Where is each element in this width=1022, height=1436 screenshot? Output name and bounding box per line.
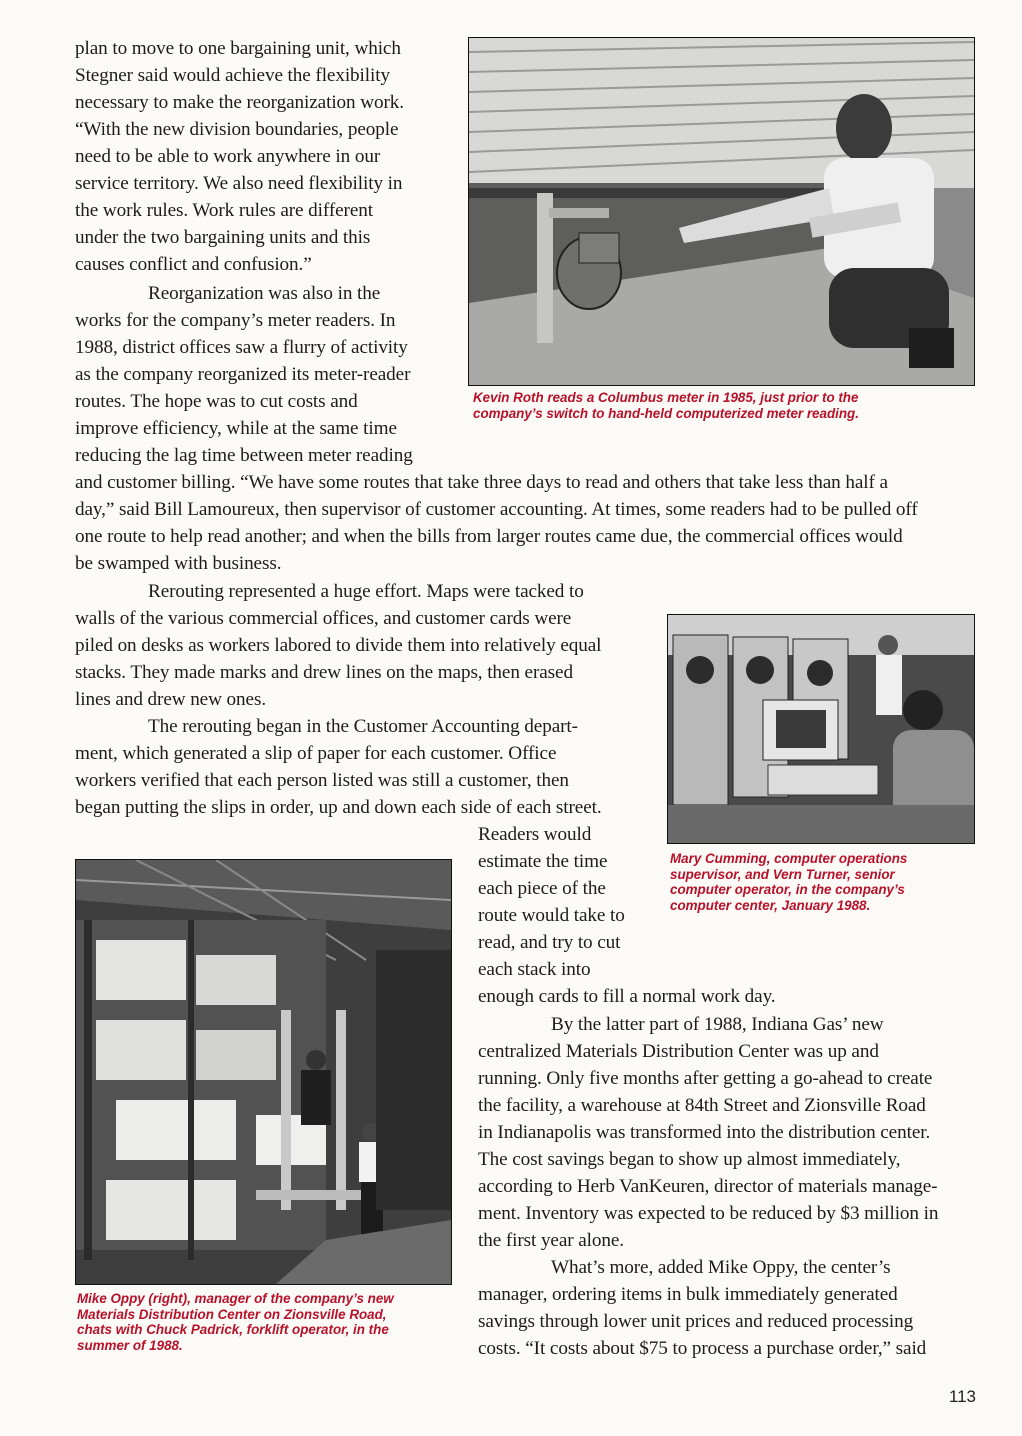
warehouse-photo-caption xyxy=(77,1291,394,1353)
body-line: reducing the lag time between meter reading xyxy=(75,445,413,466)
body-line: and customer billing. “We have some routes that take three days to read and others that take less than half a xyxy=(75,472,888,493)
meter-reading-photo xyxy=(468,37,975,386)
body-line: “With the new division boundaries, people xyxy=(75,119,399,140)
caption-line: Mike Oppy (right), manager of the company’s new xyxy=(77,1291,394,1306)
body-line: manager, ordering items in bulk immediately generated xyxy=(478,1284,898,1305)
body-line: Readers would xyxy=(478,824,592,845)
caption-line: Mary Cumming, computer operations xyxy=(670,851,908,866)
body-line: plan to move to one bargaining unit, which xyxy=(75,38,401,59)
body-line: route would take to xyxy=(478,905,625,926)
body-line: need to be able to work anywhere in our xyxy=(75,146,381,167)
body-line: necessary to make the reorganization work. xyxy=(75,92,404,113)
caption-line: Kevin Roth reads a Columbus meter in 1985, just prior to the xyxy=(473,390,859,405)
body-line: read, and try to cut xyxy=(478,932,621,953)
body-line: enough cards to fill a normal work day. xyxy=(478,986,776,1007)
caption-line: computer operator, in the company’s xyxy=(670,882,905,897)
body-line: By the latter part of 1988, Indiana Gas’ new xyxy=(551,1014,884,1035)
page-number: 113 xyxy=(948,1387,976,1406)
body-line: What’s more, added Mike Oppy, the center’s xyxy=(551,1257,891,1278)
body-line: costs. “It costs about $75 to process a purchase order,” said xyxy=(478,1338,927,1359)
computer-center-photo xyxy=(667,614,975,844)
body-line: began putting the slips in order, up and down each side of each street. xyxy=(75,797,602,818)
body-line: ment, which generated a slip of paper for each customer. Office xyxy=(75,743,557,764)
body-line: the work rules. Work rules are different xyxy=(75,200,373,221)
body-line: workers verified that each person listed was still a customer, then xyxy=(75,770,569,791)
caption-line: summer of 1988. xyxy=(77,1337,183,1353)
body-line: causes conflict and confusion.” xyxy=(75,254,312,275)
body-line: savings through lower unit prices and reduced processing xyxy=(478,1311,914,1332)
meter-photo-caption xyxy=(473,390,859,421)
body-line: service territory. We also need flexibility in xyxy=(75,173,403,194)
caption-line: computer center, January 1988. xyxy=(670,897,871,913)
body-line: Reorganization was also in the xyxy=(148,283,381,304)
body-line: piled on desks as workers labored to divide them into relatively equal xyxy=(75,635,602,656)
body-line: be swamped with business. xyxy=(75,553,282,574)
body-line: walls of the various commercial offices, and customer cards were xyxy=(75,608,572,629)
body-line: the first year alone. xyxy=(478,1230,625,1251)
body-line: one route to help read another; and when the bills from larger routes came due, the commercial offices would xyxy=(75,526,903,547)
body-line: estimate the time xyxy=(478,851,608,872)
body-line: day,” said Bill Lamoureux, then supervisor of customer accounting. At times, some readers had to be pulled off xyxy=(75,499,918,520)
body-line: under the two bargaining units and this xyxy=(75,227,371,248)
body-line: each piece of the xyxy=(478,878,606,899)
body-line: works for the company’s meter readers. In xyxy=(75,310,396,331)
warehouse-photo xyxy=(75,859,452,1285)
body-line: the facility, a warehouse at 84th Street and Zionsville Road xyxy=(478,1095,926,1116)
body-line: lines and drew new ones. xyxy=(75,689,267,710)
body-line: improve efficiency, while at the same time xyxy=(75,418,397,439)
computer-photo-caption xyxy=(670,851,907,913)
body-line: Stegner said would achieve the flexibility xyxy=(75,65,390,86)
caption-line: supervisor, and Vern Turner, senior xyxy=(670,866,895,882)
body-line: stacks. They made marks and drew lines on the maps, then erased xyxy=(75,662,573,683)
body-line: ment. Inventory was expected to be reduced by $3 million in xyxy=(478,1203,939,1224)
body-line: in Indianapolis was transformed into the distribution center. xyxy=(478,1122,931,1143)
body-line: as the company reorganized its meter-reader xyxy=(75,364,411,385)
caption-line: company’s switch to hand-held computerized meter reading. xyxy=(473,405,859,421)
caption-line: Materials Distribution Center on Zionsville Road, xyxy=(77,1306,387,1322)
body-line: Rerouting represented a huge effort. Maps were tacked to xyxy=(148,581,584,602)
body-line: each stack into xyxy=(478,959,591,980)
body-line: The rerouting began in the Customer Accounting depart- xyxy=(148,716,578,737)
body-line: running. Only five months after getting a go-ahead to create xyxy=(478,1068,933,1089)
body-line: according to Herb VanKeuren, director of materials manage- xyxy=(478,1176,938,1197)
body-line: 1988, district offices saw a flurry of activity xyxy=(75,337,408,358)
body-line: The cost savings began to show up almost immediately, xyxy=(478,1149,901,1170)
body-line: routes. The hope was to cut costs and xyxy=(75,391,358,412)
body-line: centralized Materials Distribution Center was up and xyxy=(478,1041,879,1062)
caption-line: chats with Chuck Padrick, forklift operator, in the xyxy=(77,1322,389,1337)
